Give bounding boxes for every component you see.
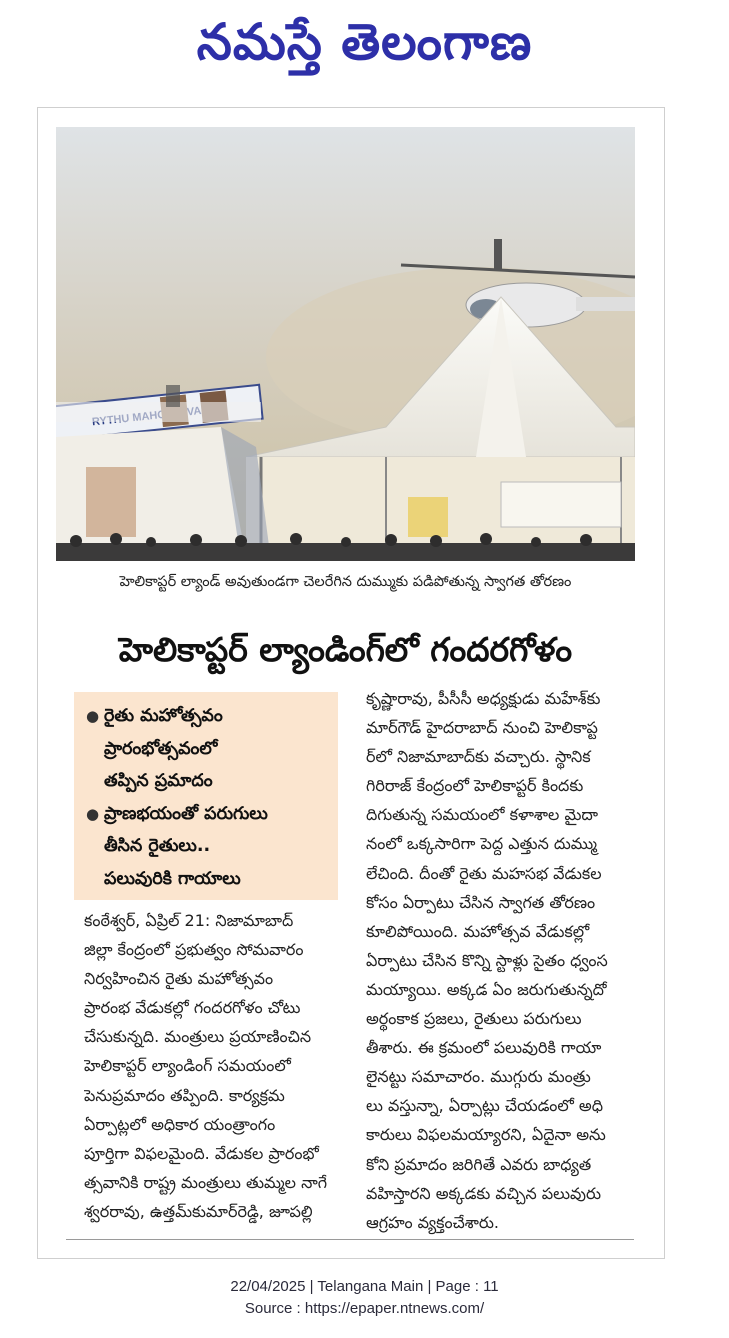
footer-source: Source : https://epaper.ntnews.com/	[244, 1300, 485, 1317]
body-line: వహిస్తారని అక్కడకు వచ్చిన పలువురు	[366, 1183, 602, 1203]
body-line: పూర్తిగా విఫలమైంది. వేడుకల ప్రారంభో	[84, 1143, 319, 1163]
body-line: గిరిరాజ్‌ కేంద్రంలో హెలికాప్టర్‌ కిందకు	[366, 776, 584, 796]
body-line: లైనట్టు సమాచారం. ముగ్గురు మంత్రు	[366, 1067, 591, 1087]
body-line: కోసం ఏర్పాటు చేసిన స్వాగత తోరణం	[366, 892, 596, 912]
body-line: కారులు విఫలమయ్యారని, ఏదైనా అను	[366, 1125, 606, 1145]
body-line: కోని ప్రమాదం జరిగితే ఎవరు బాధ్యత	[366, 1154, 592, 1174]
body-line: లు వస్తున్నా, ఏర్పాట్లు చేయడంలో అధి	[366, 1096, 604, 1116]
body-line: కంఠేశ్వర్‌, ఏప్రిల్‌ 21: నిజామాబాద్‌	[84, 911, 294, 930]
highlights-box	[74, 692, 338, 900]
body-line: మయ్యాయి. అక్కడ ఏం జరుగుతున్నదో	[366, 979, 607, 999]
body-line: ఏర్పాట్లలో అధికార యంత్రాంగం	[84, 1114, 276, 1134]
divider	[66, 1239, 634, 1240]
masthead-title: నమస్తే తెలంగాణ	[196, 13, 533, 71]
article-headline: హెలికాప్టర్‌ ల్యాండింగ్‌లో గందరగోళం	[118, 630, 573, 669]
highlight-line: ప్రాణభయంతో పరుగులు	[104, 803, 268, 824]
body-line: పెనుప్రమాదం తప్పింది. కార్యక్రమ	[84, 1085, 285, 1105]
body-line: నంలో ఒక్కసారిగా పెద్ద ఎత్తున దుమ్ము	[366, 834, 597, 854]
highlight-item	[84, 798, 338, 896]
highlight-line: రైతు మహోత్సవం	[104, 706, 223, 726]
highlight-line: తీసిన రైతులు..	[104, 836, 211, 856]
body-line: తీశారు. ఈ క్రమంలో పలువురికి గాయా	[366, 1038, 602, 1058]
article-body-right-column	[366, 684, 634, 1237]
body-line: ప్రారంభ వేడుకల్లో గందరగోళం చోటు	[84, 998, 301, 1018]
photo-caption: హెలికాప్టర్‌ ల్యాండ్‌ అవుతుండగా చెలరేగిన దుమ్ముకు పడిపోతున్న స్వాగత తోరణం	[119, 574, 572, 590]
body-line: కూలిపోయింది. మహోత్సవ వేడుకల్లో	[366, 921, 590, 941]
news-photo	[56, 127, 635, 561]
highlight-line: పలువురికి గాయాలు	[104, 868, 241, 889]
footer-publication-info: 22/04/2025 | Telangana Main | Page : 11	[230, 1278, 499, 1295]
body-line: చేసుకున్నది. మంత్రులు ప్రయాణించిన	[84, 1027, 312, 1047]
body-line: దిగుతున్న సమయంలో కళాశాల మైదా	[366, 805, 599, 825]
body-line: ఆగ్రహం వ్యక్తంచేశారు.	[366, 1212, 500, 1232]
body-line: మార్‌గౌడ్‌ హైదరాబాద్‌ నుంచి హెలికాప్ట	[366, 718, 598, 738]
bullet-icon: ●	[86, 804, 100, 823]
body-line: జిల్లా కేంద్రంలో ప్రభుత్వం సోమవారం	[84, 940, 304, 960]
body-line: కృష్ణారావు, పీసీసీ అధ్యక్షుడు మహేశ్‌కు	[366, 689, 601, 708]
bullet-icon: ●	[86, 707, 100, 725]
article-body-left-column	[84, 906, 336, 1226]
highlight-line: ప్రారంభోత్సవంలో	[104, 738, 218, 759]
body-line: హెలికాప్టర్‌ ల్యాండింగ్‌ సమయంలో	[84, 1056, 291, 1076]
highlight-item	[84, 700, 338, 798]
body-line: అర్థంకాక ప్రజలు, రైతులు పరుగులు	[366, 1009, 582, 1029]
body-line: లేచింది. దీంతో రైతు మహసభ వేడుకల	[366, 863, 602, 883]
highlight-line: తప్పిన ప్రమాదం	[104, 771, 213, 791]
body-line: ర్‌లో నిజామాబాద్‌కు వచ్చారు. స్థానిక	[366, 747, 591, 767]
body-line: ఏర్పాటు చేసిన కొన్ని స్టాళ్లు సైతం ధ్వంస	[366, 950, 608, 970]
body-line: త్సవానికి రాష్ట్ర మంత్రులు తుమ్మల నాగే	[84, 1172, 328, 1192]
body-line: శ్వరరావు, ఉత్తమ్‌కుమార్‌రెడ్డి, జూపల్లి	[84, 1201, 313, 1221]
body-line: నిర్వహించిన రైతు మహోత్సవం	[84, 969, 274, 989]
